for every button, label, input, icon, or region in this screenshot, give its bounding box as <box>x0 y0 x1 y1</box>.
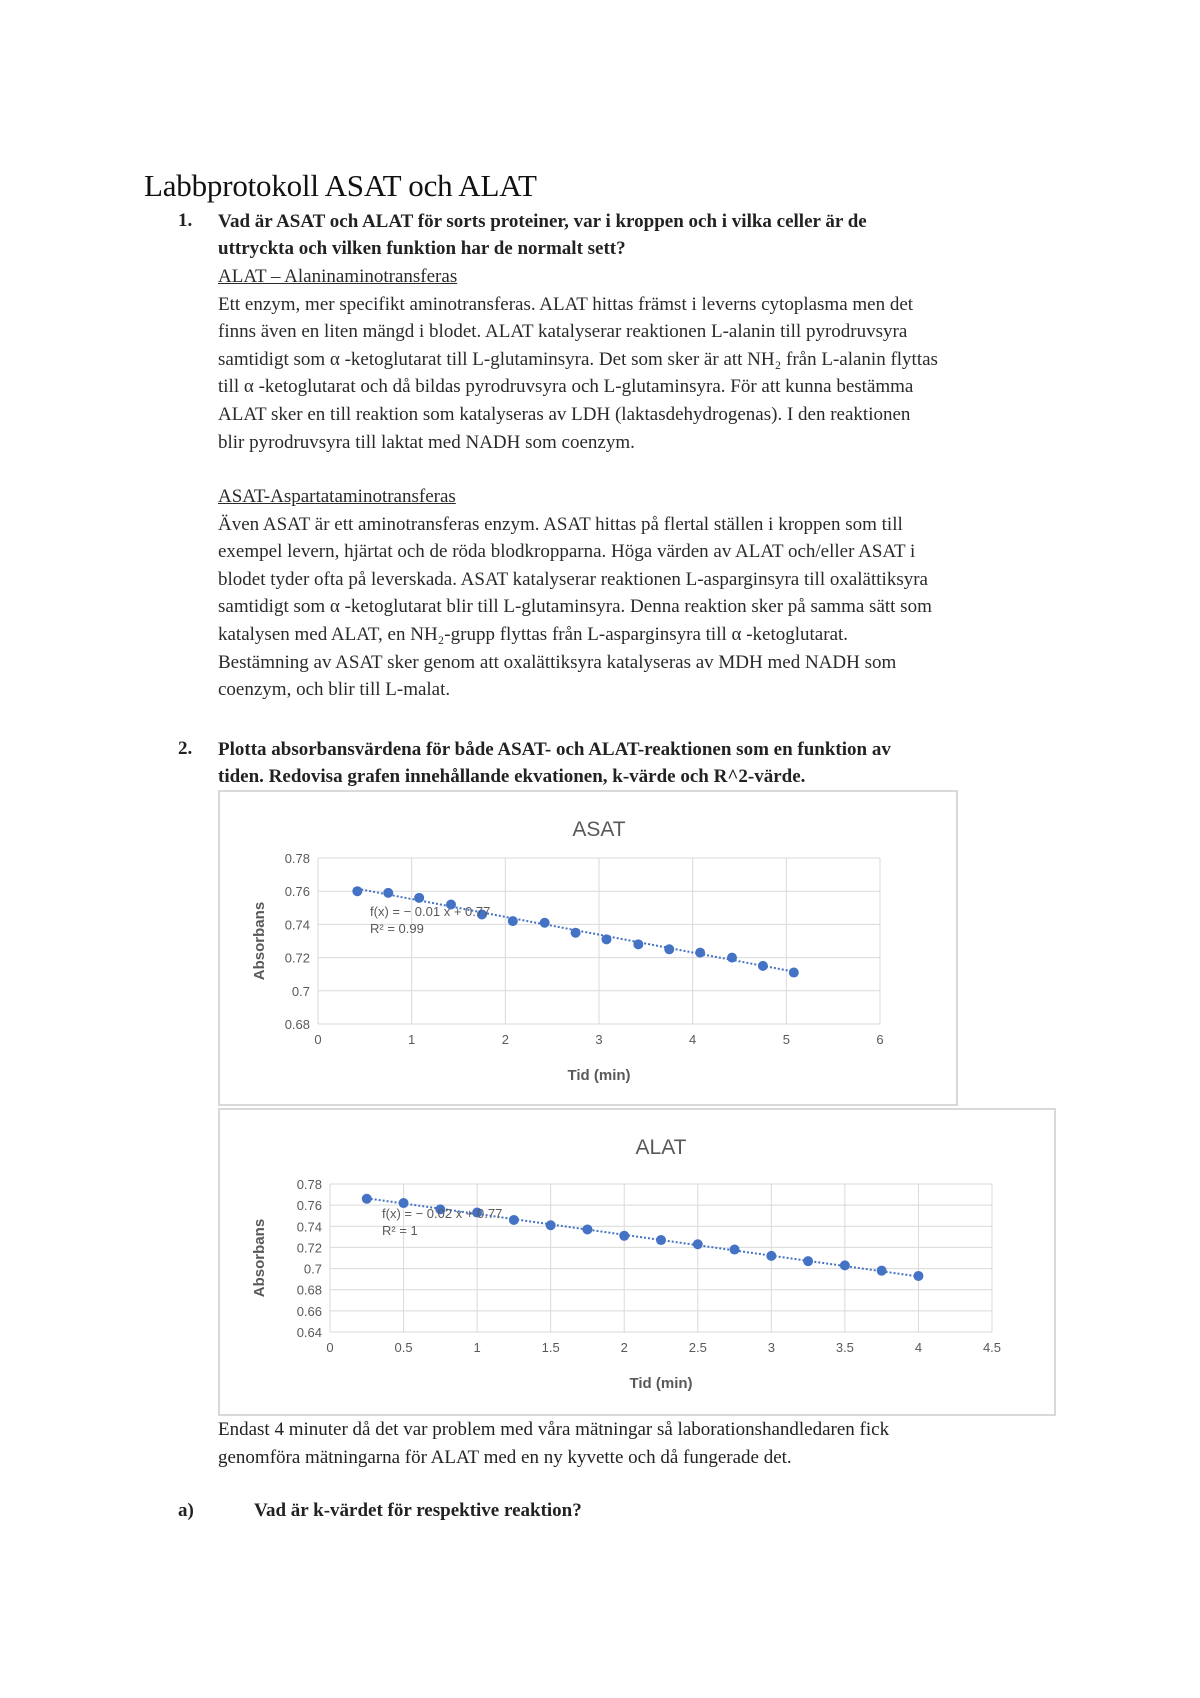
x-tick-label: 2 <box>620 1340 628 1355</box>
data-point <box>695 948 705 958</box>
r-squared-label: R² = 1 <box>382 1223 418 1238</box>
y-tick-label: 0.74 <box>296 1219 322 1235</box>
data-point <box>727 953 737 963</box>
alat-chart-frame <box>218 1108 1056 1416</box>
data-point <box>619 1231 629 1241</box>
asat-line: katalysen med ALAT, en NH₂-grupp flyttas från L-asparginsyra till α -ketoglutarat. <box>218 623 849 645</box>
asat-line: exempel levern, hjärtat och de röda blodkropparna. Höga värden av ALAT och/eller ASAT i <box>218 541 916 563</box>
x-tick-label: 6 <box>876 1032 884 1047</box>
y-tick-label: 0.78 <box>296 1177 322 1192</box>
x-tick-label: 3 <box>767 1340 775 1355</box>
x-tick-label: 1 <box>408 1032 416 1047</box>
alat-line: samtidigt som α -ketoglutarat till L-glutaminsyra. Det som sker är att NH₂ från L-alanin flyttas <box>218 348 938 370</box>
y-tick-label: 0.76 <box>284 884 310 900</box>
chart-title: ALAT <box>635 1136 687 1159</box>
data-point <box>508 916 518 926</box>
asat-line: blodet tyder ofta på leverskada. ASAT katalyserar reaktionen L-asparginsyra till oxalättiksyra <box>218 568 928 590</box>
data-point <box>546 1220 556 1230</box>
data-point <box>601 934 611 944</box>
data-point <box>664 944 674 954</box>
data-point <box>766 1251 776 1261</box>
data-point <box>730 1245 740 1255</box>
data-point <box>789 968 799 978</box>
data-point <box>414 893 424 903</box>
note-line: genomföra mätningarna för ALAT med en ny kyvette och då fungerade det. <box>218 1446 792 1468</box>
y-tick-label: 0.7 <box>291 983 310 999</box>
question-2-line-2: tiden. Redovisa grafen innehållande ekvationen, k-värde och R^2-värde. <box>218 766 806 787</box>
alat-line: finns även en liten mängd i blodet. ALAT katalyserar reaktionen L-alanin till pyrodruvsyra <box>218 321 908 343</box>
data-point <box>571 928 581 938</box>
data-point <box>758 961 768 971</box>
y-tick-label: 0.76 <box>296 1198 322 1214</box>
x-axis-label: Tid (min) <box>629 1375 693 1392</box>
x-tick-label: 1 <box>473 1340 481 1355</box>
question-1-number: 1. <box>178 210 193 231</box>
x-tick-label: 4.5 <box>982 1340 1002 1355</box>
chart-title: ASAT <box>572 818 626 841</box>
x-tick-label: 3.5 <box>835 1340 854 1355</box>
x-tick-label: 2.5 <box>688 1340 707 1355</box>
y-axis-label: Absorbans <box>251 1218 268 1298</box>
alat-line: Ett enzym, mer specifikt aminotransferas. ALAT hittas främst i leverns cytoplasma men det <box>218 293 914 315</box>
asat-line: samtidigt som α -ketoglutarat blir till L-glutaminsyra. Denna reaktion sker på samma sätt som <box>218 596 932 618</box>
question-2-text <box>218 736 1038 790</box>
data-point <box>352 886 362 896</box>
page-title: Labbprotokoll ASAT och ALAT <box>144 168 537 203</box>
data-point <box>656 1235 666 1245</box>
y-tick-label: 0.68 <box>296 1282 322 1298</box>
sub-question-a-label: a) <box>178 1500 194 1521</box>
data-point <box>582 1224 592 1234</box>
chart-note <box>218 1416 1098 1471</box>
x-tick-label: 0 <box>326 1340 334 1355</box>
x-tick-label: 3 <box>595 1032 603 1047</box>
x-tick-label: 2 <box>501 1032 509 1047</box>
y-tick-label: 0.78 <box>284 851 310 866</box>
data-point <box>383 888 393 898</box>
data-point <box>803 1256 813 1266</box>
asat-chart-frame <box>218 790 958 1106</box>
alat-line: till α -ketoglutarat och då bildas pyrodruvsyra och L-glutaminsyra. För att kunna bestämma <box>218 376 914 398</box>
y-tick-label: 0.68 <box>284 1017 310 1032</box>
data-point <box>877 1266 887 1276</box>
alat-chart <box>220 1110 1054 1414</box>
y-tick-label: 0.72 <box>284 950 310 966</box>
data-point <box>540 918 550 928</box>
data-point <box>693 1239 703 1249</box>
asat-line: Även ASAT är ett aminotransferas enzym. ASAT hittas på flertal ställen i kroppen som till <box>218 513 903 535</box>
y-tick-label: 0.66 <box>296 1303 322 1319</box>
y-tick-label: 0.74 <box>284 917 310 933</box>
sub-question-a-text: Vad är k-värdet för respektive reaktion? <box>254 1500 582 1521</box>
alat-section <box>218 263 1098 456</box>
alat-line: blir pyrodruvsyra till laktat med NADH som coenzym. <box>218 431 635 453</box>
data-point <box>840 1260 850 1270</box>
data-point <box>633 939 643 949</box>
y-tick-label: 0.72 <box>296 1240 322 1256</box>
asat-heading: ASAT-Aspartataminotransferas <box>218 486 456 507</box>
question-1-line-1: Vad är ASAT och ALAT för sorts proteiner, var i kroppen och i vilka celler är de <box>218 211 867 232</box>
data-point <box>362 1194 372 1204</box>
asat-line: Bestämning av ASAT sker genom att oxalättiksyra katalyseras av MDH med NADH som <box>218 651 897 673</box>
y-tick-label: 0.64 <box>296 1325 322 1340</box>
trendline-equation: f(x) = − 0.02 x + 0.77 <box>382 1206 503 1221</box>
asat-line: coenzym, och blir till L-malat. <box>218 679 451 701</box>
x-tick-label: 5 <box>782 1032 790 1047</box>
note-line: Endast 4 minuter då det var problem med våra mätningar så laborationshandledaren fick <box>218 1419 890 1440</box>
x-tick-label: 0.5 <box>394 1340 413 1355</box>
y-axis-label: Absorbans <box>251 901 268 981</box>
x-tick-label: 4 <box>689 1032 697 1047</box>
data-point <box>913 1271 923 1281</box>
question-2-number: 2. <box>178 738 193 759</box>
asat-chart <box>220 792 956 1104</box>
data-point <box>509 1215 519 1225</box>
trendline-equation: f(x) = − 0.01 x + 0.77 <box>370 904 491 919</box>
question-1-line-2: uttryckta och vilken funktion har de normalt sett? <box>218 238 626 259</box>
x-tick-label: 1.5 <box>541 1340 560 1355</box>
x-axis-label: Tid (min) <box>567 1067 631 1084</box>
x-tick-label: 0 <box>314 1032 322 1047</box>
question-1-text <box>218 208 1038 262</box>
asat-section <box>218 483 1098 704</box>
alat-heading: ALAT – Alaninaminotransferas <box>218 266 458 287</box>
x-tick-label: 4 <box>914 1340 923 1355</box>
question-2-line-1: Plotta absorbansvärdena för både ASAT- och ALAT-reaktionen som en funktion av <box>218 739 891 760</box>
r-squared-label: R² = 0.99 <box>370 921 424 936</box>
y-tick-label: 0.7 <box>303 1261 322 1277</box>
alat-line: ALAT sker en till reaktion som katalyseras av LDH (laktasdehydrogenas). I den reaktionen <box>218 403 911 425</box>
